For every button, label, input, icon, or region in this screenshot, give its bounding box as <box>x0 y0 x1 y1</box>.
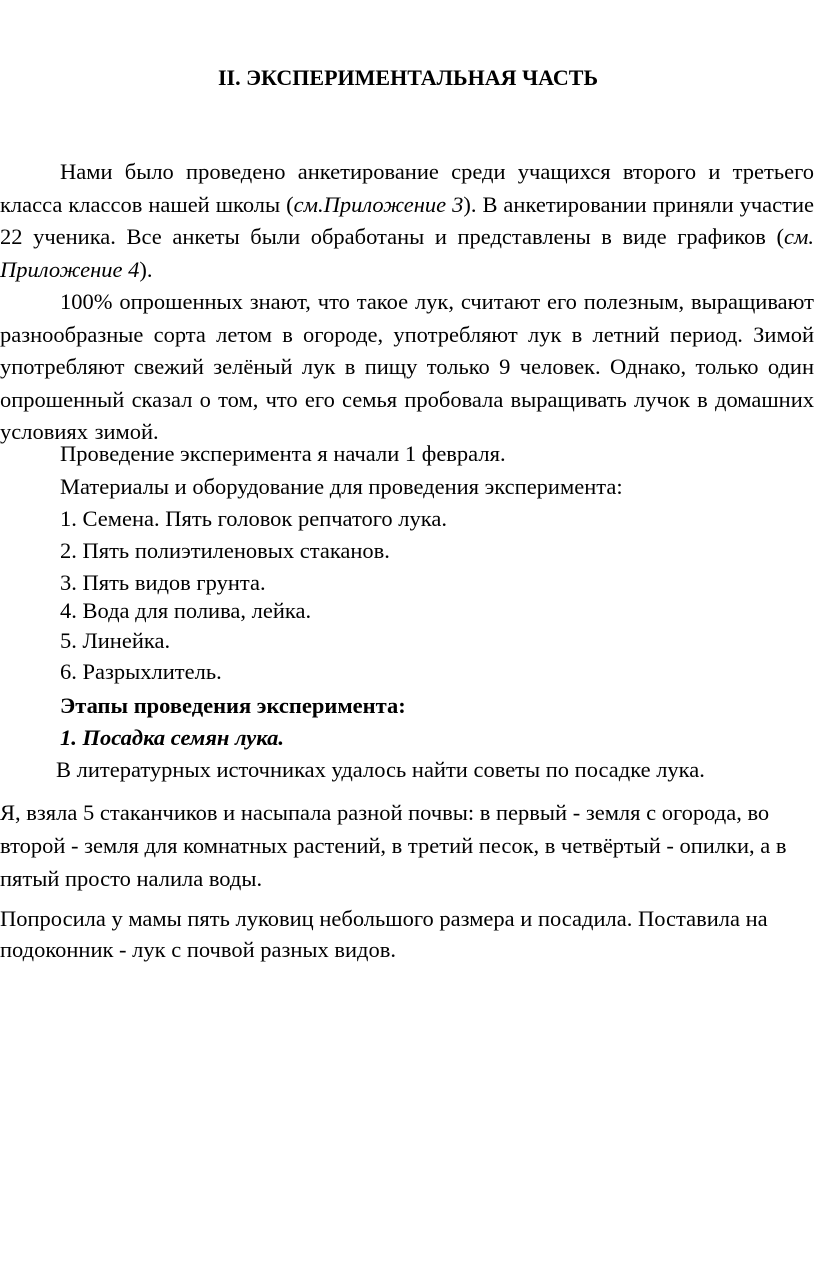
material-item-4: 4. Вода для полива, лейка. <box>60 598 312 623</box>
survey-text-2: ). В анкетировании приняли участие 22 ученика. Все анкеты были обработаны и представлены в виде графиков ( <box>0 191 814 249</box>
stage-1-heading: 1. Посадка семян лука. <box>60 725 284 750</box>
material-item-5: 5. Линейка. <box>60 628 171 653</box>
literature-line: В литературных источниках удалось найти советы по посадке лука. <box>56 757 705 782</box>
survey-text-1: Нами было проведено анкетирование среди учащихся второго и третьего класса классов нашей школы ( <box>0 159 814 217</box>
material-item-1: 1. Семена. Пять головок репчатого лука. <box>60 506 447 531</box>
section-title: II. ЭКСПЕРИМЕНТАЛЬНАЯ ЧАСТЬ <box>217 65 599 90</box>
material-item-3: 3. Пять видов грунта. <box>60 570 266 595</box>
survey-text-3: ). <box>139 256 153 282</box>
appendix-4-reference: см. Приложение 4 <box>0 224 814 282</box>
materials-heading: Материалы и оборудование для проведения эксперимента: <box>60 474 623 499</box>
bulbs-paragraph: Попросила у мамы пять луковиц небольшого размера и посадила. Поставила на подоконник - лук с почвой разных видов. <box>0 906 768 962</box>
planting-paragraph: Я, взяла 5 стаканчиков и насыпала разной почвы: в первый - земля с огорода, во второй - земля для комнатных растений, в третий песок, в четвёртый - опилки, а в пятый просто налила воды. <box>0 800 787 891</box>
material-item-6: 6. Разрыхлитель. <box>60 659 222 684</box>
experiment-start-line: Проведение эксперимента я начали 1 февраля. <box>60 441 506 466</box>
results-paragraph: 100% опрошенных знают, что такое лук, считают его полезным, выращивают разнообразные сорта летом в огороде, употребляют лук в летний период. Зимой употребляют свежий зелёный лук в пищу только 9 человек. Однако, только один опрошенный сказал о том, что его семья пробовала выращивать лучок в домашних условиях зимой. <box>0 289 814 444</box>
survey-paragraph <box>0 156 816 286</box>
material-item-2: 2. Пять полиэтиленовых стаканов. <box>60 538 390 563</box>
stages-heading: Этапы проведения эксперимента: <box>60 693 406 718</box>
appendix-3-reference: см.Приложение 3 <box>293 191 464 217</box>
